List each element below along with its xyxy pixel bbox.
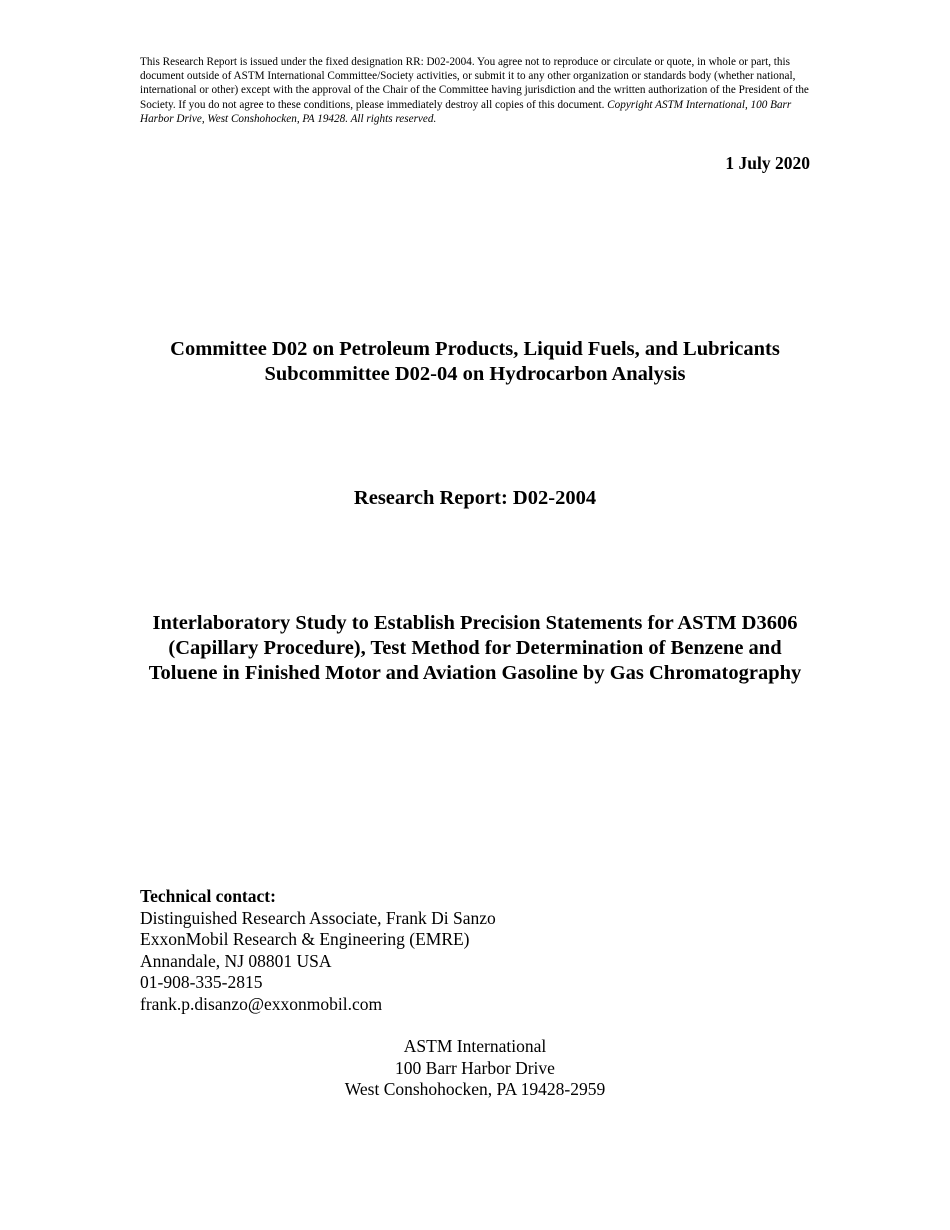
- contact-phone: 01-908-335-2815: [140, 972, 263, 992]
- astm-address: [0, 1036, 950, 1101]
- address-org: ASTM International: [403, 1036, 547, 1056]
- subcommittee-name: Subcommittee D02-04 on Hydrocarbon Analysis: [264, 363, 686, 385]
- committee-heading: [0, 337, 950, 387]
- copyright-line: Copyright ASTM International, 100 Barr Harbor Drive, West Conshohocken, PA 19428. All rights reserved.: [140, 98, 792, 125]
- study-title: Interlaboratory Study to Establish Precision Statements for ASTM D3606 (Capillary Procedure), Test Method for Determination of Benzene and Toluene in Finished Motor and Aviation Gasoline by Gas Chromatography: [148, 612, 802, 684]
- report-title: Research Report: D02-2004: [353, 487, 597, 509]
- committee-name: Committee D02 on Petroleum Products, Liquid Fuels, and Lubricants: [170, 338, 780, 360]
- contact-location: Annandale, NJ 08801 USA: [140, 950, 332, 971]
- address-street: 100 Barr Harbor Drive: [395, 1057, 555, 1078]
- notice-text: This Research Report is issued under the fixed designation RR: D02-2004. You agree not to reproduce or circulate or quote, in whole or part, this document outside of ASTM International Committee/Society activities, or submit it to any other organization or standards body (whether national, international or other) except with the approval of the Chair of the Committee having jurisdiction and the written authorization of the President of the Society. If you do not agree to these conditions, please immediately destroy all copies of this document.: [140, 56, 809, 111]
- contact-email: frank.p.disanzo@exxonmobil.com: [140, 993, 383, 1014]
- technical-contact: [140, 886, 496, 1015]
- contact-name: Distinguished Research Associate, Frank Di Sanzo: [140, 907, 496, 928]
- contact-label: Technical contact:: [140, 886, 276, 906]
- report-date: 1 July 2020: [725, 153, 810, 173]
- address-city: West Conshohocken, PA 19428-2959: [344, 1079, 606, 1099]
- copyright-notice: [140, 55, 810, 126]
- contact-organization: ExxonMobil Research & Engineering (EMRE): [140, 929, 470, 949]
